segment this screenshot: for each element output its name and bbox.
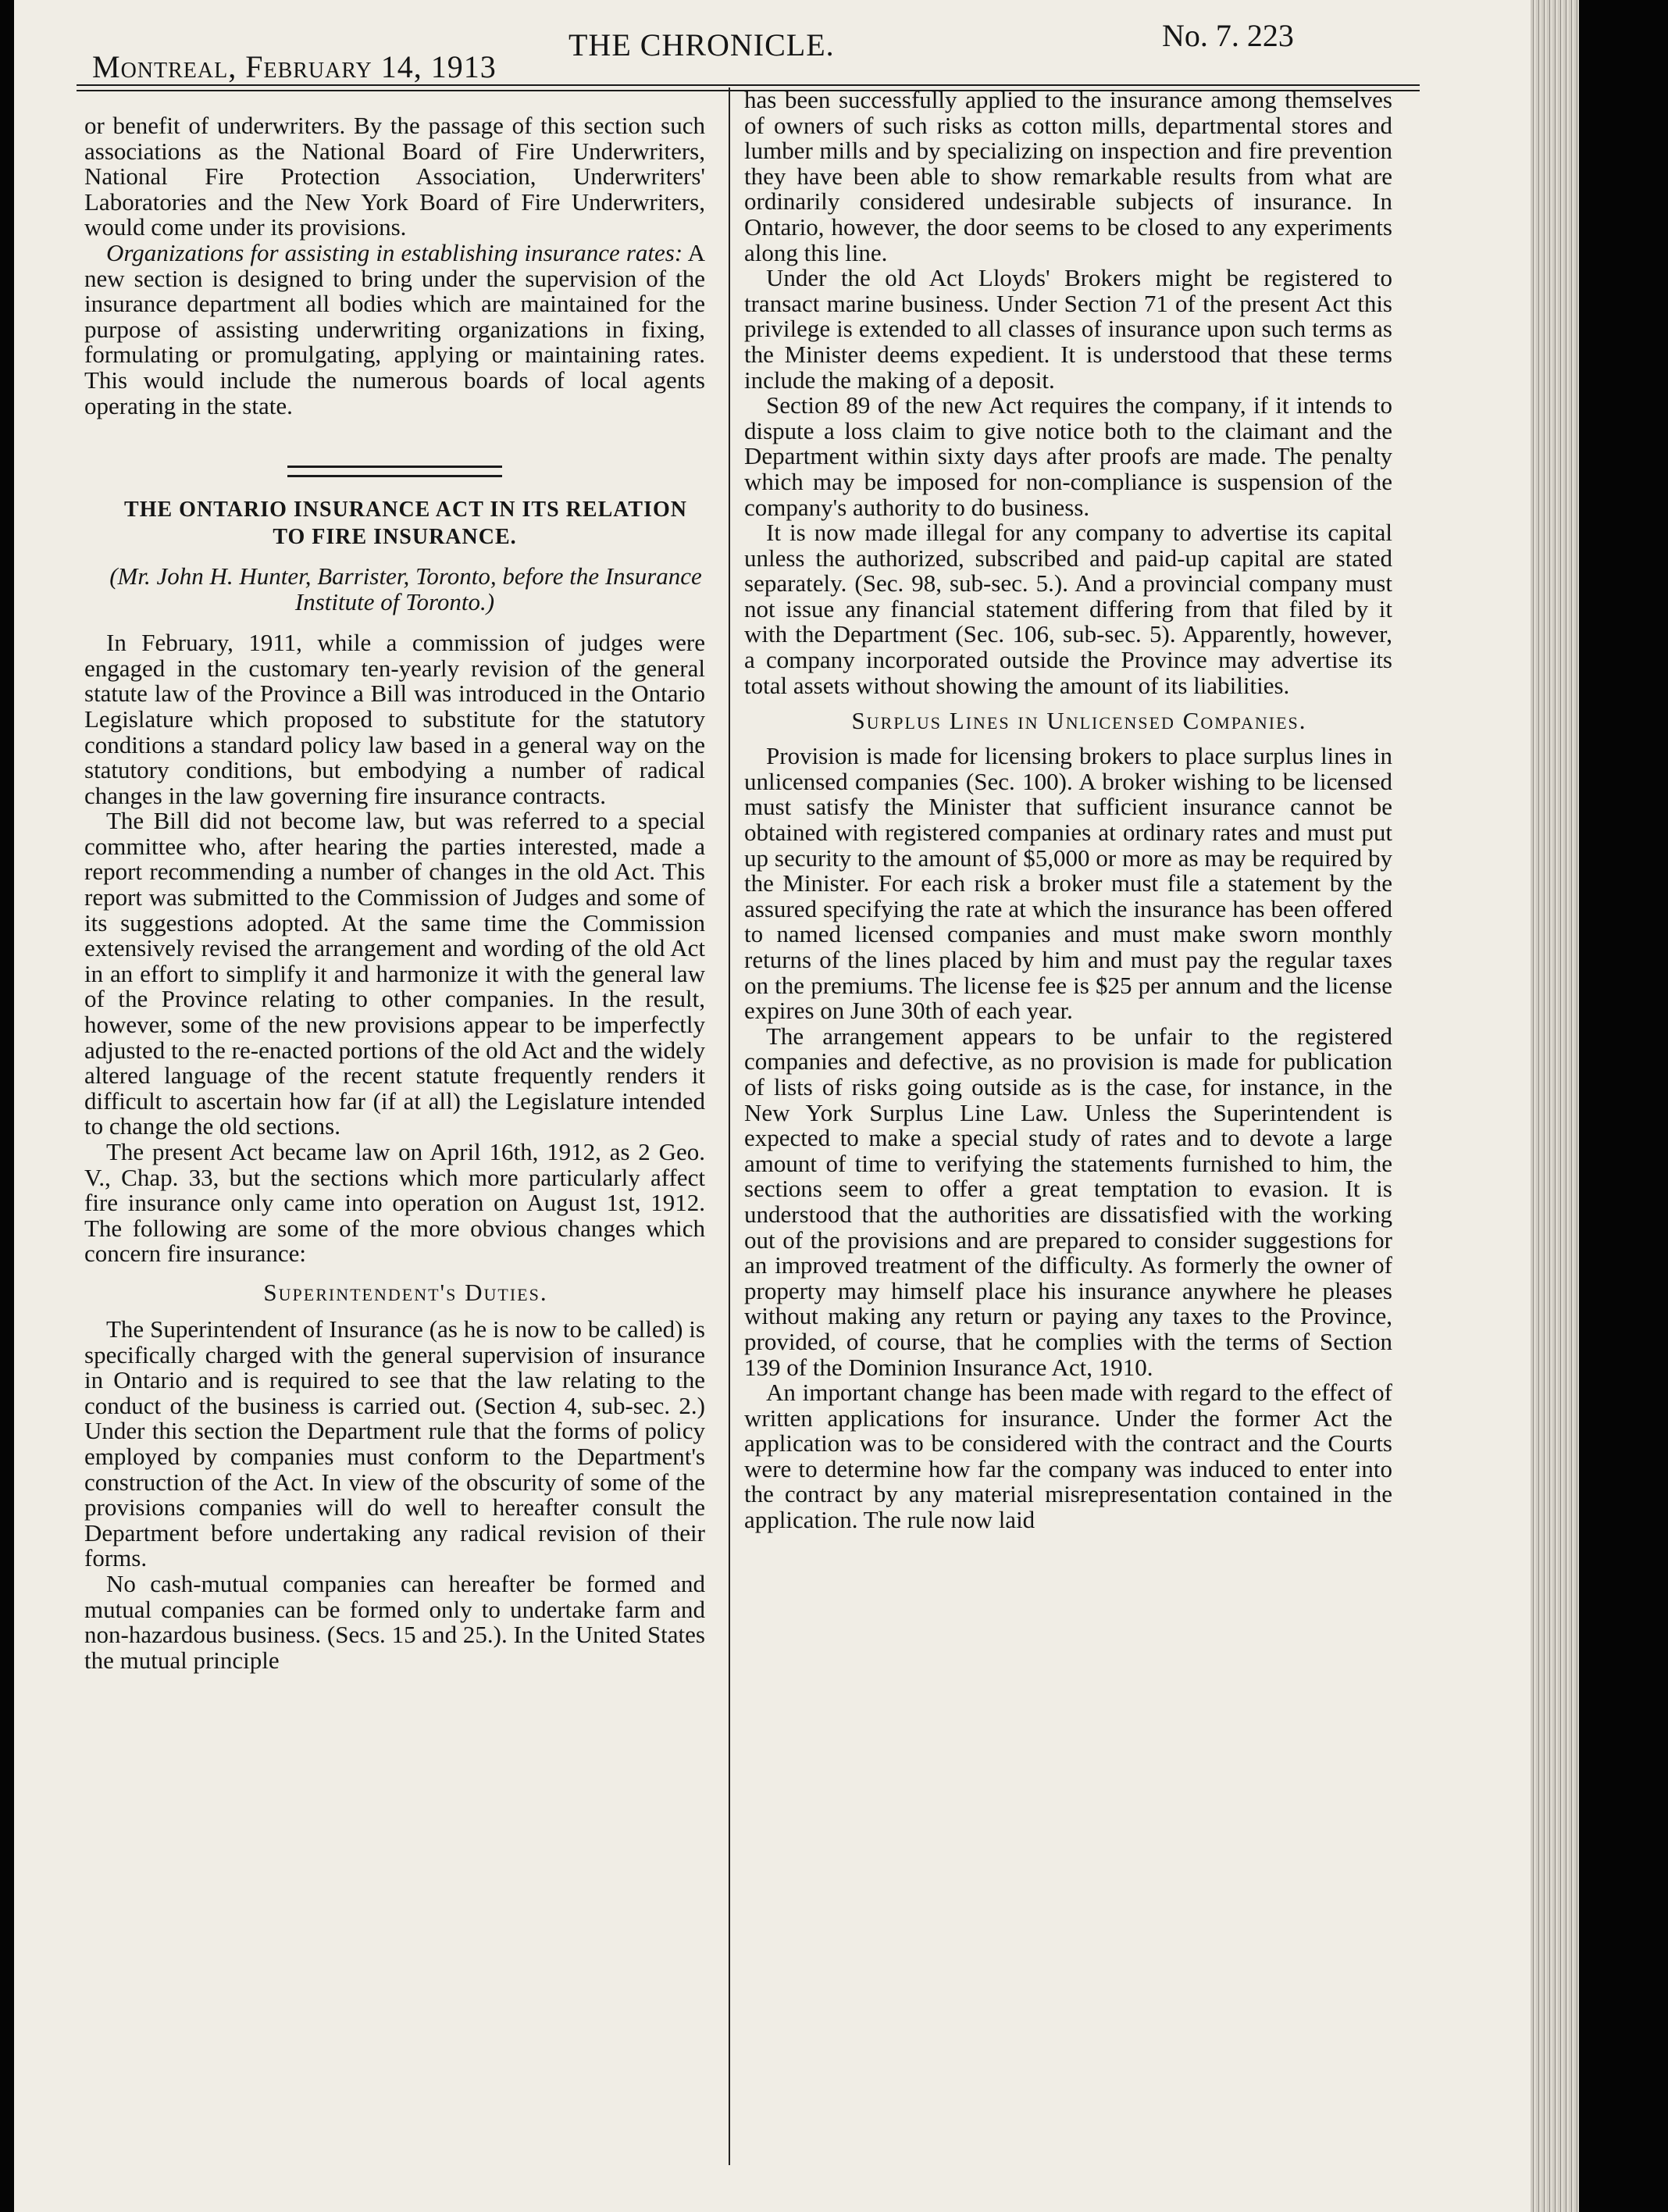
paragraph: No cash-mutual companies can hereafter be formed and mutual companies can be formed only to undertake farm and non-hazardous business. (Secs. 15 and 25.). In the United States the mutual principle	[84, 1569, 705, 1674]
paragraph: The Superintendent of Insurance (as he is now to be called) is specifically charged with the general supervision of insurance in Ontario and is required to see that the law relating to the conduct of the business is carried out. (Section 4, sub-sec. 2.) Under this section the Department rule that the forms of policy employed by companies must conform to the Department's construction of the Act. In view of the obscurity of some of the provisions companies will do well to hereafter consult the Department before undertaking any radical revision of their forms.	[84, 1315, 705, 1572]
paragraph: The present Act became law on April 16th, 1912, as 2 Geo. V., Chap. 33, but the sections which more particularly affect fire insurance only came into operation on August 1st, 1912. The following are some of the more obvious changes which concern fire insurance:	[84, 1138, 705, 1268]
article-title: THE ONTARIO INSURANCE ACT IN ITS RELATION TO FIRE INSURANCE.	[124, 498, 687, 550]
paragraph: Under the old Act Lloyds' Brokers might be registered to transact marine business. Under Section 71 of the present Act this privilege is extended to all classes of insurance upon such terms as the Minister deems expedient. It is understood that these terms include the making of a deposit.	[744, 264, 1392, 394]
paragraph: It is now made illegal for any company to advertise its capital unless the authorized, subscribed and paid-up capital are stated separately. (Sec. 98, sub-sec. 5.). And a provincial company must not issue any financial statement differing from that filed by it with the Department (Sec. 106, sub-sec. 5). Apparently, however, a company incorporated outside the Province may advertise its total assets without showing the amount of its liabilities.	[744, 519, 1392, 699]
issue-and-page-number: No. 7. 223	[1162, 18, 1294, 53]
article-byline: (Mr. John H. Hunter, Barrister, Toronto, before the Insurance Institute of Toronto.)	[109, 562, 702, 616]
paragraph: The Bill did not become law, but was referred to a special committee who, after hearing the parties interested, made a report recommending a number of changes in the old Act. This report was submitted to the Commission of Judges and some of its suggestions adopted. At the same time the Commission extensively revised the arrangement and wording of the old Act in an effort to simplify it and harmonize it with the general law of the Province relating to other companies. In the result, however, some of the new provisions appear to be imperfectly adjusted to the re-enacted portions of the old Act and the widely altered language of the recent statute frequently renders it difficult to ascertain how far (if at all) the Legislature intended to change the old sections.	[84, 807, 705, 1140]
newspaper-page	[14, 0, 1579, 2212]
paragraph: has been successfully applied to the insurance among themselves of owners of such risks as cotton mills, departmental stores and lumber mills and by specializing on inspection and fire prevention they have been able to show remarkable results from what are ordinarily considered undesirable subjects of insurance. In Ontario, however, the door seems to be closed to any experiments along this line.	[744, 86, 1392, 266]
paragraph: An important change has been made with regard to the effect of written applications for insurance. Under the former Act the application was to be considered with the contract and the Courts were to determine how far the company was induced to enter into the contract by any material misrepresentation contained in the application. The rule now laid	[744, 1379, 1392, 1534]
journal-title: THE CHRONICLE.	[568, 27, 835, 62]
page-header	[77, 17, 1396, 84]
paragraph: Provision is made for licensing brokers to place surplus lines in unlicensed companies (Sec. 100). A broker wishing to be licensed must satisfy the Minister that sufficient insurance cannot be obtained with registered companies at ordinary rates and must put up security to the amount of $5,000 or more as may be required by the Minister. For each risk a broker must file a statement by the assured specifying the rate at which the insurance has been offered to named licensed companies and must make sworn monthly returns of the lines placed by him and must pay the regular taxes on the premiums. The license fee is $25 per annum and the license expires on June 30th of each year.	[744, 742, 1392, 1025]
article-separator	[287, 466, 502, 477]
section-heading: Surplus Lines in Unlicensed Companies.	[851, 707, 1307, 735]
bound-page-edges	[1531, 0, 1579, 2212]
left-column	[84, 113, 705, 1673]
right-column	[744, 87, 1392, 1533]
scan-border	[0, 0, 14, 2212]
paragraph: The arrangement appears to be unfair to the registered companies and defective, as no provision is made for publication of lists of risks going outside as is the case, for instance, in the New York Surplus Line Law. Unless the Superintendent is expected to make a special study of rates and to devote a large amount of time to verifying the statements furnished to him, the sections seem to offer a great temptation to evasion. It is understood that the authorities are dissatisfied with the working out of the provisions and are prepared to consider suggestions for an improved treatment of the difficulty. As formerly the owner of property may himself place his insurance anywhere he pleases without making any return or paying any taxes to the Province, provided, of course, that he complies with the terms of Section 139 of the Dominion Insurance Act, 1910.	[744, 1022, 1392, 1381]
paragraph-body: A new section is designed to bring under the supervision of the insurance department all bodies which are maintained for the purpose of assisting underwriting organizations in fixing, formulating or promulgating, applying or maintaining rates. This would include the numerous boards of local agents operating in the state.	[84, 238, 705, 419]
paragraph-lead: Organizations for assisting in establishing insurance rates:	[106, 238, 683, 266]
section-heading: Superintendent's Duties.	[263, 1278, 548, 1306]
column-divider	[729, 87, 730, 2165]
paragraph	[84, 238, 705, 419]
paragraph: or benefit of underwriters. By the passage of this section such associations as the National Board of Fire Underwriters, National Fire Protection Association, Underwriters' Laboratories and the New York Board of Fire Underwriters, would come under its provisions.	[84, 112, 705, 241]
paragraph: Section 89 of the new Act requires the company, if it intends to dispute a loss claim to give notice both to the claimant and the Department within sixty days after proofs are made. The penalty which may be imposed for non-compliance is suspension of the company's authority to do business.	[744, 391, 1392, 521]
dateline: Montreal, February 14, 1913	[92, 49, 497, 84]
paragraph: In February, 1911, while a commission of judges were engaged in the customary ten-yearly revision of the general statute law of the Province a Bill was introduced in the Ontario Legislature which proposed to substitute for the statutory conditions a standard policy law based in a general way on the statutory conditions, but embodying a number of radical changes in the law governing fire insurance contracts.	[84, 629, 705, 809]
